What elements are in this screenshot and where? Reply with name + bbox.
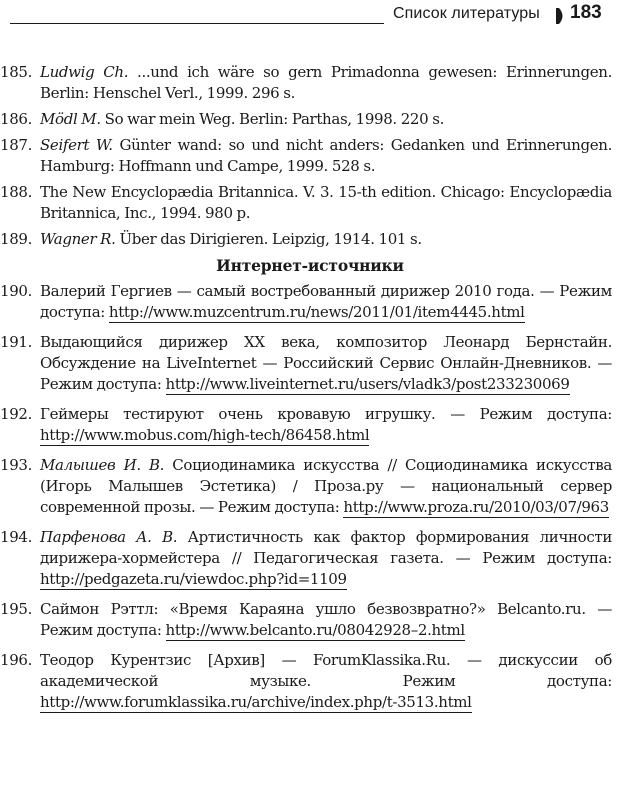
- running-title: Список литературы: [393, 5, 540, 22]
- bib-entry-191: [0, 332, 620, 399]
- entry-text: ...und ich wäre so gern Primadonna gewesen: Erinnerungen. Berlin: Henschel Verl., 1999. 296 s.: [40, 63, 612, 102]
- entry-number: 186.: [0, 110, 32, 128]
- entry-text: So war mein Weg. Berlin: Parthas, 1998. 220 s.: [100, 110, 445, 128]
- bib-entry-193: [0, 455, 620, 522]
- page-marker-icon: [556, 8, 566, 24]
- entry-number: 187.: [0, 136, 32, 154]
- entry-number: 194.: [0, 528, 32, 546]
- bib-entry-196: [0, 650, 620, 717]
- entry-url-link[interactable]: http://pedgazeta.ru/viewdoc.php?id=1109: [40, 570, 347, 588]
- entry-text: The New Encyclopædia Britannica. V. 3. 15-th edition. Chicago: Encyclopædia Britannica, Inc., 1994. 980 p.: [40, 183, 612, 222]
- bib-entry-187: [0, 135, 620, 177]
- header-rule: [10, 23, 384, 24]
- entry-author: Mödl M.: [40, 110, 101, 128]
- entry-text: Günter wand: so und nicht anders: Gedanken und Erinnerungen. Hamburg: Hoffmann und Campe, 1999. 528 s.: [40, 136, 612, 175]
- entry-number: 196.: [0, 651, 32, 669]
- entry-url-link[interactable]: http://www.liveinternet.ru/users/vladk3/post233230069: [165, 375, 570, 393]
- entry-text: Геймеры тестируют очень кровавую игрушку. — Режим доступа:: [40, 405, 612, 423]
- bib-entry-190: [0, 281, 620, 327]
- entry-number: 185.: [0, 63, 32, 81]
- entry-author: Парфенова А. В.: [40, 528, 178, 546]
- entry-text: Теодор Курентзис [Архив] — ForumKlassika.Ru. — дискуссии об академической музыке. Режим доступа:: [40, 651, 612, 690]
- entry-url-link[interactable]: http://www.mobus.com/high-tech/86458.html: [40, 426, 370, 444]
- entry-number: 193.: [0, 456, 32, 474]
- entry-number: 188.: [0, 183, 32, 201]
- bib-entry-185: [0, 62, 620, 104]
- bib-entry-189: [0, 229, 620, 250]
- entry-number: 191.: [0, 333, 32, 351]
- entry-text: Артистичность как фактор формирования личности дирижера-хормейстера // Педагогическая газета. — Режим доступа:: [40, 528, 612, 567]
- entry-text: Выдающийся дирижер XX века, композитор Леонард Бернстайн. Обсуждение на LiveInternet — Российский Сервис Онлайн-Дневников. — Режим доступа:: [40, 333, 612, 393]
- section-title: Интернет-источники: [216, 256, 404, 275]
- bib-entry-186: [0, 109, 620, 130]
- entry-author: Seifert W.: [40, 136, 113, 154]
- entry-number: 192.: [0, 405, 32, 423]
- entry-number: 190.: [0, 282, 32, 300]
- entry-author: Wagner R.: [40, 230, 116, 248]
- bib-entry-194: [0, 527, 620, 594]
- entry-author: Ludwig Ch.: [40, 63, 129, 81]
- entry-text: Валерий Гергиев — самый востребованный дирижер 2010 года. — Режим доступа:: [40, 282, 612, 321]
- bibliography-list: [0, 62, 620, 722]
- bib-entry-195: [0, 599, 620, 645]
- entry-text: Über das Dirigieren. Leipzig, 1914. 101 s.: [115, 230, 422, 248]
- entry-url-link[interactable]: http://www.belcanto.ru/08042928–2.html: [165, 621, 465, 639]
- entry-text: Саймон Рэттл: «Время Караяна ушло безвозвратно?» Belcanto.ru. — Режим доступа:: [40, 600, 612, 639]
- entry-number: 189.: [0, 230, 32, 248]
- entry-author: Малышев И. В.: [40, 456, 165, 474]
- entry-url-link[interactable]: http://www.muzcentrum.ru/news/2011/01/item4445.html: [108, 303, 525, 321]
- bib-entry-188: [0, 182, 620, 224]
- bib-entry-192: [0, 404, 620, 450]
- entry-text: Социодинамика искусства // Социодинамика искусства (Игорь Малышев Эстетика) / Проза.ру — национальный сервер современной прозы. — Режим доступа:: [40, 456, 612, 516]
- page-header: [0, 0, 620, 36]
- entry-url-link[interactable]: http://www.proza.ru/2010/03/07/963: [343, 498, 609, 516]
- page-number: 183: [570, 2, 602, 23]
- entry-url-link[interactable]: http://www.forumklassika.ru/archive/index.php/t-3513.html: [40, 693, 472, 711]
- entry-number: 195.: [0, 600, 32, 618]
